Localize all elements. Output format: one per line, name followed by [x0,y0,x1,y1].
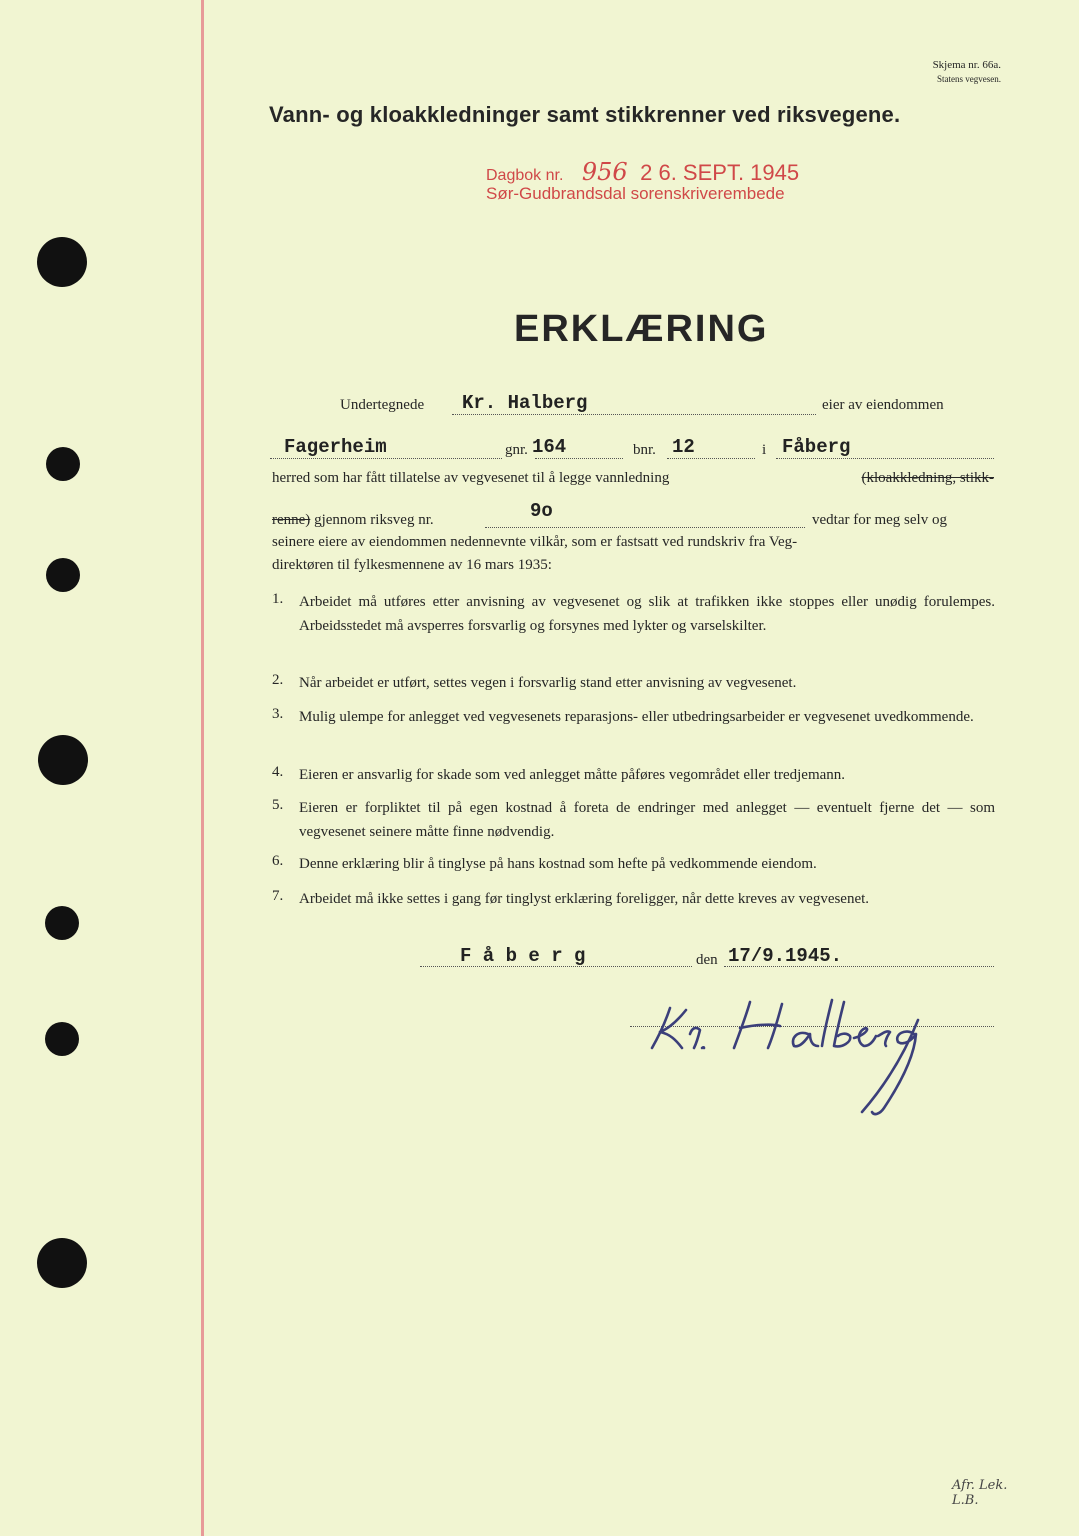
received-stamp [486,158,799,204]
signature-text [0,0,1,1]
struck-text: (kloakkledning, stikk- [861,470,994,486]
authority-name: Statens vegvesen. [937,74,1001,84]
signing-date: 17/9.1945. [728,945,843,967]
fill-line [452,414,816,415]
fill-line [667,458,755,459]
document-heading: Vann- og kloakkledninger samt stikkrenner ved riksvegene. [269,102,901,127]
undersigned-label: Undertegnede [340,397,425,413]
property-name: Fagerheim [284,436,387,458]
punch-hole [46,447,80,481]
form-id [933,58,1001,86]
municipality: Fåberg [782,436,851,458]
i-label: i [762,442,767,458]
gnr-label: gnr. [505,442,528,458]
fill-line [485,527,805,528]
condition-number: 2. [272,672,284,688]
condition-text: Mulig ulempe for anlegget ved vegvesenets reparasjons- eller utbedringsarbeider er vegvesenet uvedkommende. [299,709,974,725]
bnr-value: 12 [672,436,695,458]
line6: direktøren til fylkesmennene av 16 mars 1935: [272,557,552,573]
punch-hole [38,735,88,785]
signing-place: F å b e r g [460,945,586,967]
punch-hole [46,558,80,592]
page-title: ERKLÆRING [514,308,769,350]
condition-text: Eieren er ansvarlig for skade som ved anlegget måtte påføres vegområdet eller tredjemann. [299,767,846,783]
bnr-label: bnr. [633,442,656,458]
condition-number: 7. [272,888,284,904]
punch-hole [37,1238,87,1288]
owner-label: eier av eiendommen [822,397,944,413]
margin-line [201,0,204,1536]
condition-text: Eieren er forpliktet til på egen kostnad å foreta de endringer med anlegget — eventuelt fjerne det — som vegvesenet seinere måtte finne nødvendig. [299,800,995,840]
form-number: Skjema nr. 66a. [932,59,1001,71]
den-label: den [696,952,718,968]
condition-number: 6. [272,853,284,869]
condition-text: Når arbeidet er utført, settes vegen i forsvarlig stand etter anvisning av vegvesenet. [299,675,797,691]
owner-name: Kr. Halberg [462,392,588,414]
journal-number: 956 [581,158,628,186]
fill-line [776,458,994,459]
condition-number: 1. [272,591,284,607]
condition-number: 5. [272,797,284,813]
corner-note: Afr. Lek. L.B. [952,1478,1008,1508]
condition-text: Arbeidet må ikke settes i gang før tinglyst erklæring foreligger, når dette kreves av vegvesenet. [299,891,870,907]
stamp-label: Dagbok nr. [486,167,564,184]
struck-text: renne) [272,512,311,528]
fill-line [535,458,623,459]
declaration-continuation [272,531,994,577]
punch-hole [45,906,79,940]
fill-line [270,458,502,459]
declaration-line-3 [272,470,994,487]
line3-text: herred som har fått tillatelse av vegvesenet til å legge vannledning [272,470,670,486]
line4-text: gjennom riksveg nr. [314,512,434,528]
stamp-office: Sør-Gudbrandsdal sorenskriverembede [486,184,785,203]
condition-number: 3. [272,706,284,722]
punch-hole [37,237,87,287]
condition-text: Arbeidet må utføres etter anvisning av vegvesenet og slik at trafikken ikke stoppes eller unødig forulempes. Arbeidsstedet må avsperres forsvarlig og forsynes med lykter og varselskilter. [299,594,995,634]
road-number: 9o [530,500,553,522]
line5: seinere eiere av eiendommen nedennevnte vilkår, som er fastsatt ved rundskriv fra Veg- [272,534,798,550]
line4-end: vedtar for meg selv og [812,512,947,528]
condition-text: Denne erklæring blir å tinglyse på hans kostnad som hefte på vedkommende eiendom. [299,856,817,872]
condition-number: 4. [272,764,284,780]
stamp-date: 2 6. SEPT. 1945 [640,160,800,185]
declaration-line-4 [272,512,434,529]
gnr-value: 164 [532,436,567,458]
punch-hole [45,1022,79,1056]
